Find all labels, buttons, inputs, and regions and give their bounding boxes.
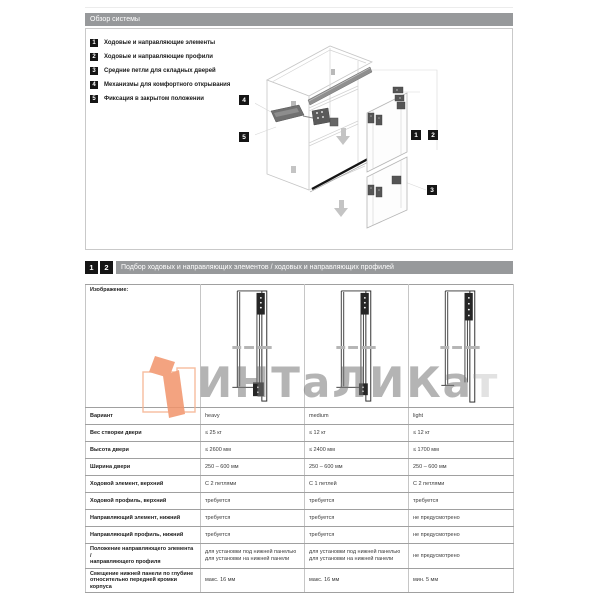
cell-value: ≤ 2400 мм bbox=[309, 446, 335, 453]
row-label: Вес створки двери bbox=[90, 429, 142, 436]
cabinet-diagram bbox=[255, 40, 460, 240]
cell-value: ≤ 2600 мм bbox=[205, 446, 231, 453]
image-cell-light bbox=[409, 285, 514, 408]
legend-item-4 bbox=[90, 81, 230, 89]
image-cell-heavy bbox=[201, 285, 305, 408]
cell-value-line1: для установки под нижней панелью bbox=[205, 549, 297, 556]
diagram-badge-5: 5 bbox=[239, 132, 249, 142]
profile-drawing-medium bbox=[336, 289, 378, 405]
cell-value: 250 – 600 мм bbox=[205, 463, 239, 470]
cell-value-line1: для установки под нижней панелью bbox=[309, 549, 401, 556]
overview-legend bbox=[90, 39, 230, 109]
fitting-icon bbox=[291, 166, 296, 173]
table-row-guide-element bbox=[86, 510, 514, 527]
cell-value: требуется bbox=[205, 531, 231, 538]
cell-value: требуется bbox=[205, 497, 231, 504]
row-label: Направляющий элемент, нижний bbox=[90, 514, 181, 521]
cell-value-line2: для установки на нижней панели bbox=[309, 555, 394, 562]
table-row-running-profile bbox=[86, 493, 514, 510]
latch-icon bbox=[330, 118, 338, 126]
cell-value: С 2 петлями bbox=[205, 480, 237, 487]
legend-badge-3: 3 bbox=[90, 67, 98, 75]
row-label: Вариант bbox=[90, 412, 113, 419]
section2-badge-1: 1 bbox=[85, 261, 98, 274]
cell-value: medium bbox=[309, 412, 329, 419]
table-row-door-height bbox=[86, 442, 514, 459]
selection-table bbox=[85, 284, 514, 593]
row-label: Ходовой элемент, верхний bbox=[90, 480, 164, 487]
watermark-word: ИНТаЛИКа bbox=[197, 358, 473, 407]
legend-badge-5: 5 bbox=[90, 95, 98, 103]
legend-item-3 bbox=[90, 67, 230, 75]
selection-table-wrap bbox=[85, 284, 514, 593]
table-row-running-element bbox=[86, 476, 514, 493]
legend-item-5 bbox=[90, 95, 230, 103]
page-top-edge bbox=[85, 7, 513, 8]
legend-label-2: Ходовые и направляющие профили bbox=[104, 54, 213, 60]
cell-value-line2: для установки на нижней панели bbox=[205, 555, 290, 562]
cell-value: 250 – 600 мм bbox=[413, 463, 447, 470]
legend-label-5: Фиксация в закрытом положении bbox=[104, 96, 204, 102]
legend-badge-1: 1 bbox=[90, 39, 98, 47]
diagram-badge-1: 1 bbox=[411, 130, 421, 140]
legend-badge-4: 4 bbox=[90, 81, 98, 89]
legend-item-1 bbox=[90, 39, 230, 47]
table-row-image bbox=[86, 285, 514, 408]
cell-value: требуется bbox=[309, 531, 335, 538]
row-label-line2: направляющего профиля bbox=[90, 559, 161, 565]
cell-value: не предусмотрено bbox=[413, 531, 460, 538]
diagram-badge-4: 4 bbox=[239, 95, 249, 105]
cell-value: 250 – 600 мм bbox=[309, 463, 343, 470]
cell-value: ≤ 1700 мм bbox=[413, 446, 439, 453]
diagram-badge-3: 3 bbox=[427, 185, 437, 195]
row-label: Высота двери bbox=[90, 446, 129, 453]
profile-drawing-heavy bbox=[232, 289, 274, 405]
section2-header-bar bbox=[116, 261, 513, 274]
image-cell-medium bbox=[305, 285, 409, 408]
section2-title: Подбор ходовых и направляющих элементов / ходовых и направляющих профилей bbox=[121, 264, 394, 271]
watermark-tail: т bbox=[473, 358, 500, 407]
row-label-line2: относительно передней кромки корпуса bbox=[90, 577, 177, 590]
row-label: Направляющий профиль, нижний bbox=[90, 531, 184, 538]
table-row-position bbox=[86, 544, 514, 569]
cell-value: ≤ 12 кг bbox=[309, 429, 326, 436]
cell-value: ≤ 12 кг bbox=[413, 429, 430, 436]
cell-value: heavy bbox=[205, 412, 220, 419]
cell-value: требуется bbox=[205, 514, 231, 521]
cell-value: не предусмотрено bbox=[413, 514, 460, 521]
section1-title: Обзор системы bbox=[90, 16, 140, 23]
cell-value: не предусмотрено bbox=[413, 552, 460, 559]
diagram-badge-2: 2 bbox=[428, 130, 438, 140]
row-label: Ширина двери bbox=[90, 463, 131, 470]
cell-value: требуется bbox=[309, 497, 335, 504]
section1-header-bar bbox=[85, 13, 513, 26]
cell-value: С 1 петлей bbox=[309, 480, 337, 487]
cell-value: light bbox=[413, 412, 424, 419]
profile-drawing-light bbox=[440, 289, 482, 405]
row-label-line1: Смещение нижней панели по глубине bbox=[90, 570, 194, 577]
legend-badge-2: 2 bbox=[90, 53, 98, 61]
image-row-label: Изображение: bbox=[90, 287, 129, 293]
table-row-offset bbox=[86, 568, 514, 593]
table-row-variant bbox=[86, 408, 514, 425]
table-row-door-width bbox=[86, 459, 514, 476]
image-row-label-cell bbox=[86, 285, 201, 408]
cell-value: макс. 16 мм bbox=[309, 577, 340, 583]
cell-value: С 2 петлями bbox=[413, 480, 445, 487]
section2-badge-2: 2 bbox=[100, 261, 113, 274]
table-row-door-weight bbox=[86, 425, 514, 442]
legend-label-3: Средние петли для складных дверей bbox=[104, 68, 216, 74]
fitting-icon bbox=[331, 69, 335, 75]
cell-value: макс. 16 мм bbox=[205, 577, 236, 583]
legend-item-2 bbox=[90, 53, 230, 61]
table-row-guide-profile bbox=[86, 527, 514, 544]
cell-value: требуется bbox=[413, 497, 439, 504]
row-label-line1: Положение направляющего элемента / bbox=[90, 546, 194, 559]
legend-label-4: Механизмы для комфортного открывания bbox=[104, 82, 231, 88]
cell-value: мин. 5 мм bbox=[413, 577, 439, 583]
cell-value: требуется bbox=[309, 514, 335, 521]
cell-value: ≤ 25 кг bbox=[205, 429, 222, 436]
row-label: Ходовой профиль, верхний bbox=[90, 497, 167, 504]
legend-label-1: Ходовые и направляющие элементы bbox=[104, 40, 216, 46]
